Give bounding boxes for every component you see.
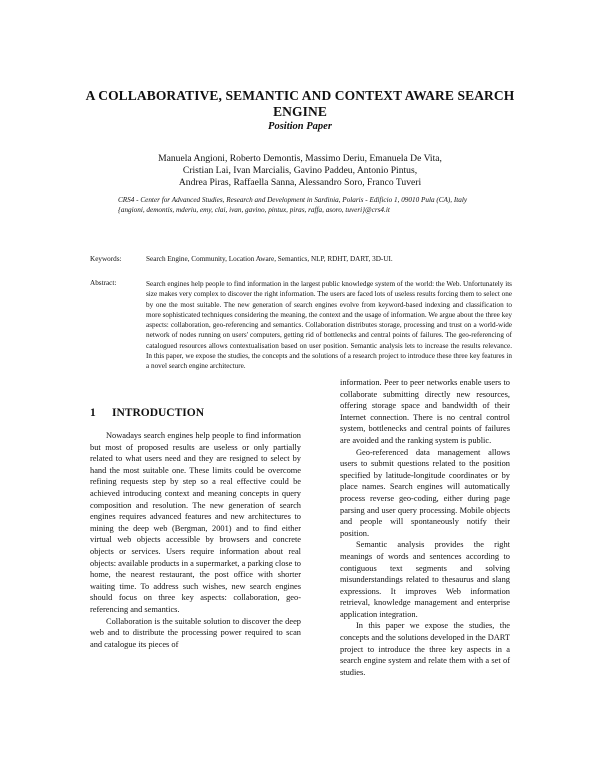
- keywords-label: Keywords:: [90, 255, 122, 263]
- body-paragraph: Nowadays search engines help people to find information but most of proposed results are useless or only partially related to what users need and they are resigned to select by hand the most suitable one. These limits could be overcome refining requests step by step so a real effective could be achieved introducing context and meaning concepts in query composition and resolution. The new generation of search engines requires advanced features and new architectures to mining the deep web (Bergman, 2001) and to find either virtual web objects accessible by browsers and concrete objects or services. Users require information about real objects: available products in a supermarket, a parking close to home, the nearest restaurant, the post office with shorter waiting time. To address such wishes, new search engines should focus on three key aspects: collaboration, geo-referencing and semantics.: [90, 431, 301, 614]
- author-list: [80, 153, 520, 189]
- author-line: Cristian Lai, Ivan Marcialis, Gavino Paddeu, Antonio Pintus,: [182, 165, 418, 176]
- body-paragraph: Collaboration is the suitable solution to discover the deep web and to distribute the processing power required to scan and catalogue its pieces of: [90, 616, 301, 649]
- section-title: INTRODUCTION: [112, 407, 205, 419]
- body-paragraph: Geo-referenced data management allows users to submit questions related to the position specified by latitude-longitude coordinates or by place names. Search engines will automatically process reverse geo-coding, either during page parsing and user query processing. Mobile objects and people will spontaneously notify their position.: [340, 447, 510, 538]
- body-paragraph: information. Peer to peer networks enable users to collaborate submitting directly new resources, offering storage space and bandwidth of their Internet connection. There is no central control system, bottlenecks and central points of failures are avoided and the ranking system is public.: [340, 378, 510, 445]
- body-paragraph: In this paper we expose the studies, the concepts and the solutions developed in the DART project to introduce the three key aspects in a search engine system and relate them with a set of studies.: [340, 621, 510, 677]
- section-number: 1: [90, 407, 96, 419]
- abstract-text: Search engines help people to find information in the largest public knowledge system of the world: the Web. Unfortunately its size makes very complex to discover the right information. The users are faced lots of useless results forcing them to select one by one the most suitable. The new generation of search engines evolve from keyword-based indexing and classification to more sophisticated techniques considering the meaning, the context and the usage of information. We argue about the three key aspects: collaboration, geo-referencing and semantics. Collaboration distributes storage, processing and trust on a world-wide network of nodes running on users' computers, getting rid of bottlenecks and central points of failures. The geo-referencing of catalogued resources allows contextualisation based on user position. Semantic analysis lets to increase the results relevance. In this paper, we expose the studies, the concepts and the solutions of a research project to introduce these three key features in a novel search engine architecture.: [146, 280, 513, 371]
- paper-subtitle: Position Paper: [268, 121, 332, 132]
- abstract-label: Abstract:: [90, 279, 117, 287]
- left-column: [90, 430, 301, 650]
- body-paragraph: Semantic analysis provides the right meanings of words and sentences according to contiguous text segments and solving misunderstandings related to thesaurus and slang expressions. It improves Web information retrieval, knowledge management and enterprise application integration.: [340, 540, 510, 619]
- section-heading: [90, 407, 204, 419]
- keywords-text: Search Engine, Community, Location Aware, Semantics, NLP, RDHT, DART, 3D-UI.: [146, 255, 393, 263]
- affiliation: [118, 195, 518, 215]
- affiliation-address: CRS4 - Center for Advanced Studies, Research and Development in Sardinia, Polaris - Edificio 1, 09010 Pula (CA), Italy: [118, 196, 468, 204]
- right-column: [340, 377, 510, 678]
- author-line: Manuela Angioni, Roberto Demontis, Massimo Deriu, Emanuela De Vita,: [158, 153, 442, 164]
- author-line: Andrea Piras, Raffaella Sanna, Alessandro Soro, Franco Tuveri: [178, 177, 422, 188]
- paper-title: A COLLABORATIVE, SEMANTIC AND CONTEXT AWARE SEARCH ENGINE: [85, 88, 515, 119]
- affiliation-emails: {angioni, demontis, mderiu, emy, clai, ivan, gavino, pintux, piras, raffa, asoro, tuveri}@crs4.it: [118, 206, 390, 214]
